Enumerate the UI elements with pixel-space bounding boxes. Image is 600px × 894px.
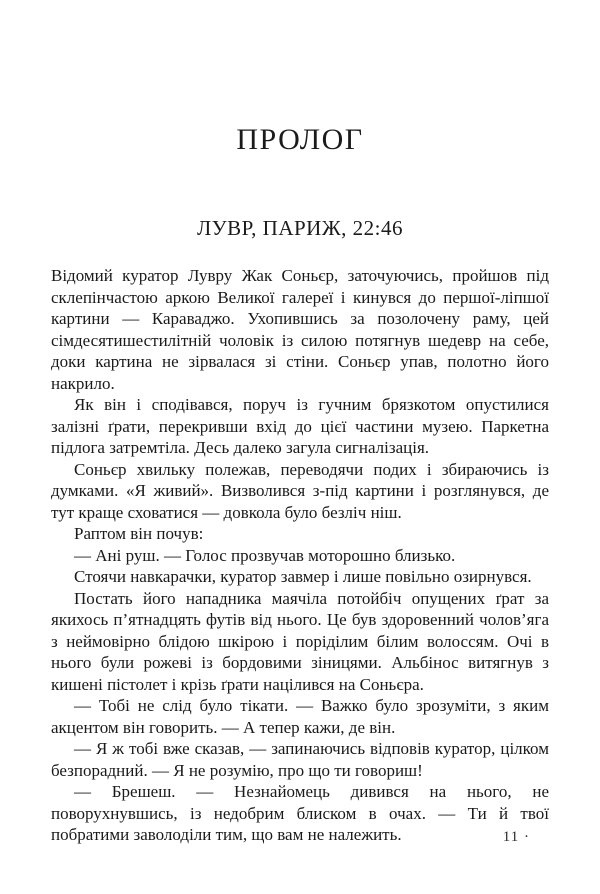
body-text [51, 265, 549, 846]
paragraph: Постать його нападника маячіла потойбіч опущених ґрат за якихось п’ятнадцять футів від нього. Це був здоровенний чолов’яга з неймовірно блідою шкірою і поріділим білим волоссям. Очі в нього були рожеві із бордовими зіницями. Альбінос витягнув з кишені пістолет і крізь ґрати націлився на Соньєра. [51, 588, 549, 694]
chapter-title: ПРОЛОГ [236, 123, 364, 156]
paragraph: Стоячи навкарачки, куратор завмер і лише повільно озирнувся. [74, 567, 532, 587]
paragraph: — Тобі не слід було тікати. — Важко було зрозуміти, з яким акцентом він говорить. — А тепер кажи, де він. [51, 696, 549, 737]
scene-heading: ЛУВР, ПАРИЖ, 22:46 [197, 216, 403, 240]
paragraph: Соньєр хвильку полежав, переводячи подих і збираючись із думками. «Я живий». Визволився з-під картини і розглянувся, де тут краще сховатися — довкола було безліч ніш. [51, 459, 549, 522]
paragraph: — Брешеш. — Незнайомець дивився на нього, не поворухнувшись, із недобрим блиском в очах. — Ти й твої побратими заволоділи тим, що вам не належить. [51, 782, 549, 845]
paragraph: — Я ж тобі вже сказав, — запинаючись відповів куратор, цілком безпорадний. — Я не розумію, про що ти говориш! [51, 739, 549, 780]
paragraph: — Ані руш. — Голос прозвучав моторошно близько. [74, 545, 456, 565]
page-number: 11 · [502, 829, 530, 845]
paragraph: Відомий куратор Лувру Жак Соньєр, заточуючись, пройшов під склепінчастою аркою Великої галереї і кинувся до першої-ліпшої картини — Караваджо. Ухопившись за позолочену раму, цей сімдесятишестилітній чоловік із силою потягнув шедевр на себе, доки картина не зірвалася зі стіни. Соньєр упав, полотно його накрило. [51, 266, 549, 393]
paragraph: Раптом він почув: [74, 524, 204, 544]
paragraph: Як він і сподівався, поруч із гучним брязкотом опустилися залізні ґрати, перекривши вхід до цієї частини музею. Паркетна підлога затремтіла. Десь далеко загула сигналізація. [51, 395, 549, 458]
